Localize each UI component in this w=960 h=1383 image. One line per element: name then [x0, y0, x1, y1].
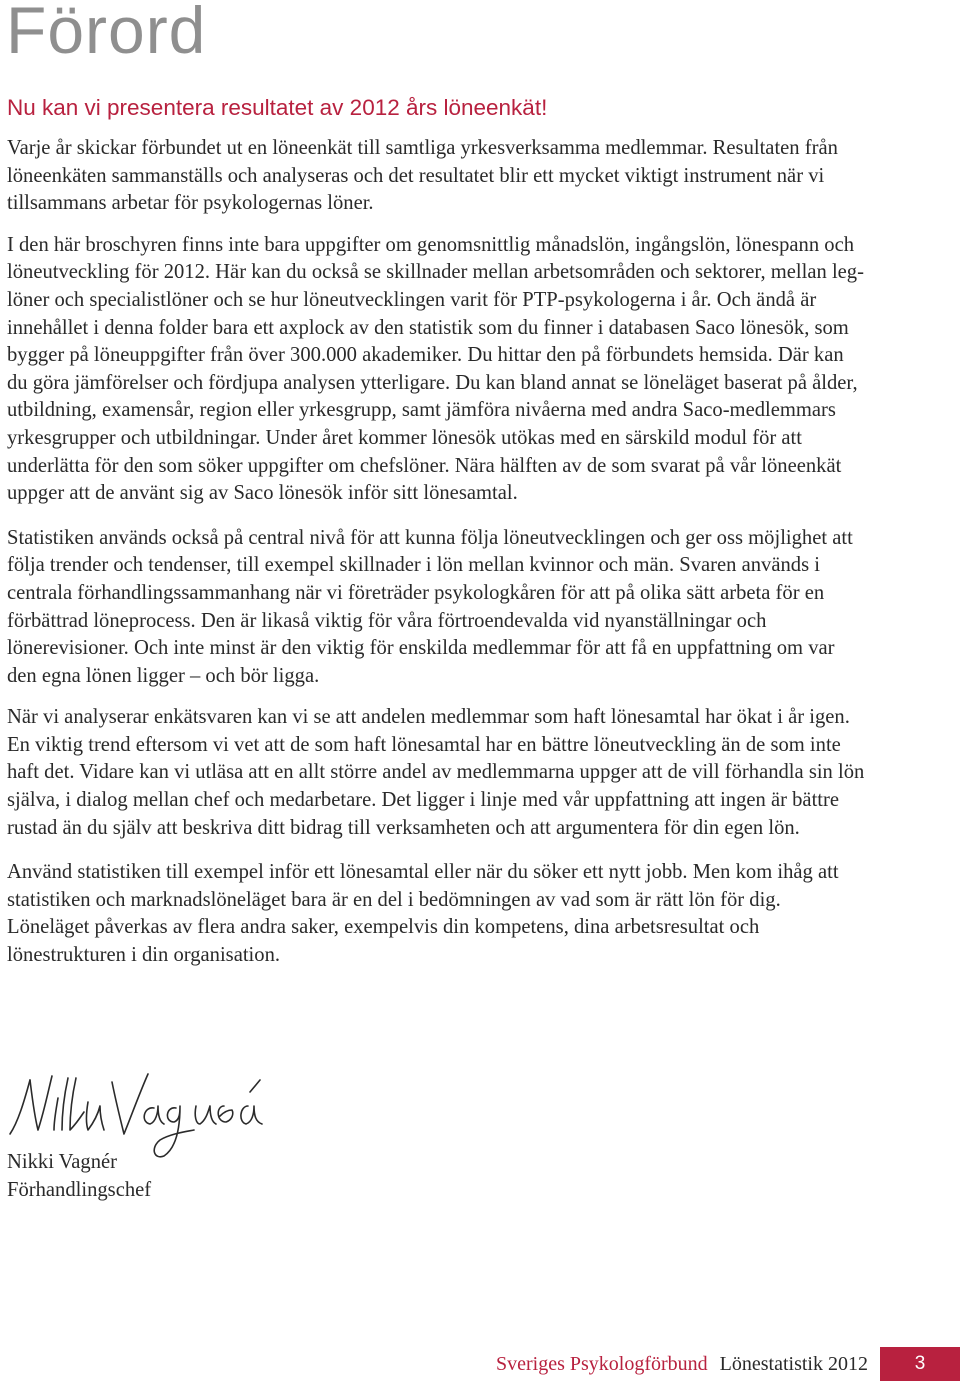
paragraph-advice: Använd statistiken till exempel inför ett lönesamtal eller när du söker ett nytt jobb. Men kom ihåg att statistiken och marknadslöneläget bara är en del i bedömningen av vad som är rätt lön för dig. Löneläget påverkas av flera andra saker, exempelvis din kompetens, dina arbetsresultat och lönestrukturen i din organisation.: [7, 861, 839, 967]
paragraph-central-use: Statistiken används också på central nivå för att kunna följa löneutvecklingen och ger oss möjlighet att följa trender och tendenser, till exempel skillnader i lön mellan kvinnor och män. Svaren används i centrala förhandlingssammanhang när vi företräder psykologkåren för att på olika sätt arbeta för en förbättrad löneprocess. Den är likaså viktig för våra förtroendevalda vid nyanställningar och lönerevisioner. Och inte minst är den viktig för enskilda medlemmar för att få en uppfattning om var den egna lönen ligger – och bör ligga.: [7, 526, 853, 687]
footer-publication: Lönestatistik 2012: [719, 1352, 868, 1375]
page-footer: [496, 1347, 960, 1381]
lead-heading: Nu kan vi presentera resultatet av 2012 års löneenkät!: [7, 95, 548, 120]
paragraph-intro: Varje år skickar förbundet ut en löneenkät till samtliga yrkesverksamma medlemmar. Resultaten från löneenkäten sammanställs och analyseras och det resultatet blir ett mycket viktigt instrument när vi tillsammans arbetar för psykologernas löner.: [7, 137, 838, 215]
page-title: Förord: [6, 0, 207, 67]
paragraph-brochure-contents: I den här broschyren finns inte bara uppgifter om genomsnittlig månadslön, ingångslön, lönespann och löneutveckling för 2012. Här kan du också se skillnader mellan arbetsområden och sektorer, mellan leg-löner och specialistlöner och se hur löneutvecklingen varit för PTP-psykologerna i år. Och ändå är innehållet i denna folder bara ett axplock av den statistik som du finner i databasen Saco lönesök, som bygger på löneuppgifter från över 300.000 akademiker. Du hittar den på förbundets hemsida. Där kan du göra jämförelser och fördjupa analysen ytterligare. Du kan bland annat se löneläget baserat på ålder, utbildning, examensår, region eller yrkesgrupp, samt jämföra nivåerna med andra Saco-medlemmars yrkesgrupper och utbildningar. Under året kommer lönesök utökas med en särskild modul för att underlätta för den som söker uppgifter om chefslöner. Nära hälften av de som svarat på vår löneenkät uppger att de använt sig av Saco lönesök inför sitt lönesamtal.: [7, 233, 864, 505]
footer-organization: Sveriges Psykologförbund: [496, 1352, 708, 1375]
signer-name: Nikki Vagnér: [7, 1151, 118, 1173]
page-number-badge: 3: [880, 1347, 960, 1381]
body-text: [7, 135, 867, 987]
paragraph-analysis: När vi analyserar enkätsvaren kan vi se att andelen medlemmar som haft lönesamtal har ökat i år igen. En viktig trend eftersom vi vet att de som haft lönesamtal har en bättre löneutveckling än de som inte haft det. Vidare kan vi utläsa att en allt större andel av medlemmarna uppger att de vill förhandla sin lön själva, i dialog mellan chef och medarbetare. Det ligger i linje med vår uppfattning att ingen är bättre rustad än du själv att beskriva ditt bidrag till verksamheten och att argumentera för din egen lön.: [7, 706, 865, 839]
signer-title: Förhandlingschef: [7, 1179, 152, 1201]
